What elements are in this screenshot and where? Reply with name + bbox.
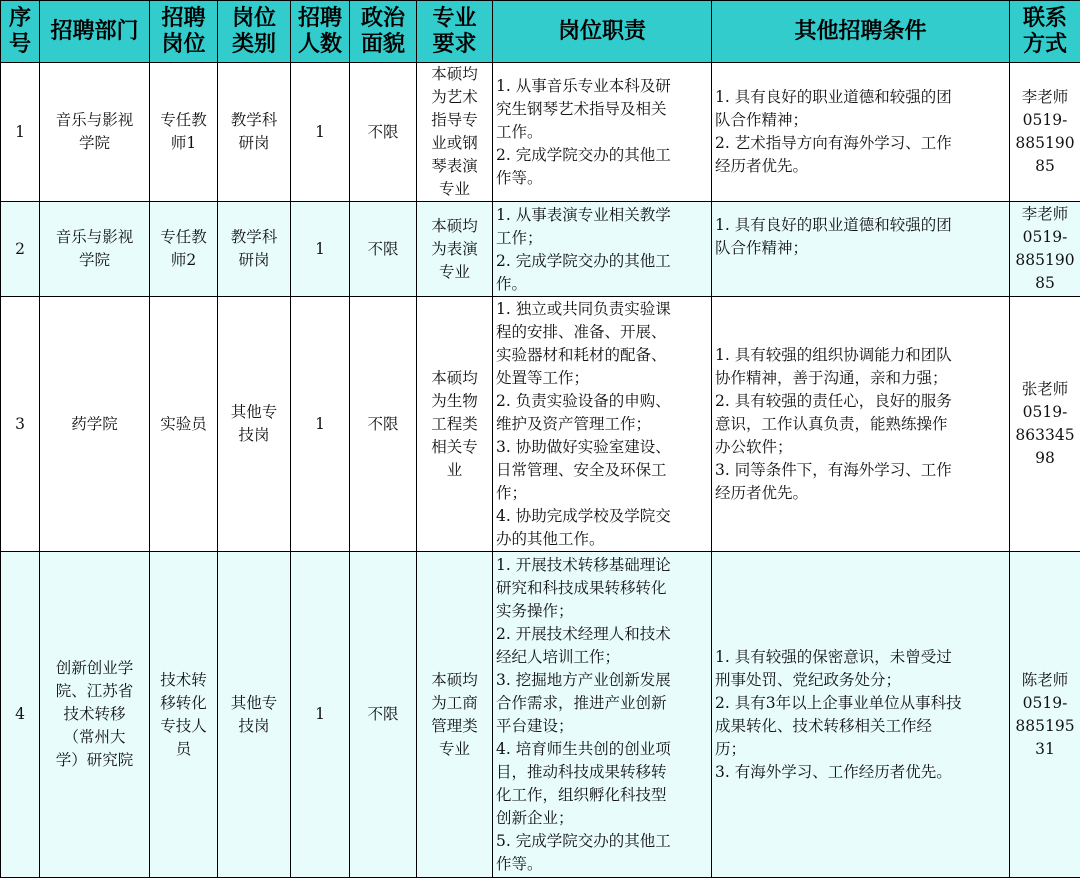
cell-line: 学院 bbox=[78, 134, 110, 152]
cell-line: 4. 协助完成学校及学院交 bbox=[496, 506, 671, 525]
cell-line: 师1 bbox=[170, 134, 197, 152]
cell-line: 技术转移 bbox=[63, 705, 126, 723]
cell-line: 平台建设； bbox=[496, 716, 574, 735]
cell-line: 2. 开展技术经理人和技术 bbox=[496, 624, 671, 643]
cell-politics: 不限 bbox=[350, 202, 417, 297]
cell-line: 李老师 bbox=[1021, 88, 1069, 106]
cell-line: 2. 完成学院交办的其他工 bbox=[496, 252, 671, 270]
cell-dept bbox=[40, 552, 150, 878]
cell-line: 作等。 bbox=[496, 854, 543, 873]
cell-line: 历； bbox=[715, 739, 747, 758]
cell-line: 药学院 bbox=[71, 414, 118, 433]
cell-duties bbox=[493, 552, 712, 878]
cell-line: 移转化 bbox=[160, 693, 207, 712]
cell-dept bbox=[40, 202, 150, 297]
cell-line: 经历者优先。 bbox=[715, 483, 809, 502]
cell-line: 0519- bbox=[1022, 403, 1068, 421]
cell-major bbox=[417, 202, 493, 297]
cell-seq: 1 bbox=[1, 63, 40, 202]
cell-line: 技岗 bbox=[238, 716, 270, 735]
cell-line: 专业 bbox=[432, 5, 477, 31]
cell-line: 序 bbox=[8, 5, 31, 31]
table-row bbox=[1, 202, 1080, 297]
cell-politics: 不限 bbox=[350, 63, 417, 202]
cell-line: 2. 完成学院交办的其他工 bbox=[496, 145, 671, 164]
cell-line: 陈老师 bbox=[1021, 670, 1069, 689]
cell-line: 招聘部门 bbox=[50, 18, 139, 44]
cell-line: 维护及资产管理工作； bbox=[496, 414, 652, 433]
cell-line: 为艺术 bbox=[431, 88, 478, 106]
cell-conditions bbox=[712, 202, 1010, 297]
cell-line: 实验员 bbox=[160, 414, 207, 433]
cell-line: 1. 具有良好的职业道德和较强的团 bbox=[715, 216, 952, 234]
cell-line: 创新创业学 bbox=[55, 659, 134, 677]
cell-line: 音乐与影视 bbox=[55, 111, 134, 129]
cell-line: 岗位职责 bbox=[557, 18, 646, 44]
cell-line: 方式 bbox=[1022, 31, 1067, 57]
cell-line: 为生物 bbox=[431, 391, 478, 410]
cell-major bbox=[417, 552, 493, 878]
cell-line: 85 bbox=[1035, 274, 1055, 292]
cell-duties bbox=[493, 202, 712, 297]
cell-line: 协作精神，善于沟通，亲和力强； bbox=[715, 368, 948, 387]
cell-seq: 2 bbox=[1, 202, 40, 297]
cell-line: 3. 协助做好实验室建设、 bbox=[496, 437, 671, 456]
cell-major bbox=[417, 63, 493, 202]
cell-politics: 不限 bbox=[350, 552, 417, 878]
cell-line: 李老师 bbox=[1021, 205, 1069, 223]
header-major bbox=[417, 1, 493, 63]
cell-line: （常州大 bbox=[63, 728, 126, 746]
table-row bbox=[1, 552, 1080, 878]
cell-line: 其他专 bbox=[230, 693, 278, 712]
cell-line: 本硕均 bbox=[431, 65, 478, 83]
cell-line: 联系 bbox=[1022, 5, 1067, 31]
cell-line: 成果转化、技术转移相关工作经 bbox=[715, 716, 933, 735]
cell-line: 学）研究院 bbox=[55, 751, 134, 769]
cell-line: 业 bbox=[446, 460, 463, 479]
cell-line: 究生钢琴艺术指导及相关 bbox=[496, 99, 667, 118]
cell-line: 本硕均 bbox=[431, 216, 478, 235]
cell-line: 程的安排、准备、开展、 bbox=[496, 322, 667, 341]
header-position bbox=[150, 1, 218, 63]
cell-line: 专技人 bbox=[160, 716, 207, 735]
cell-line: 教学科 bbox=[230, 111, 278, 129]
cell-position bbox=[150, 552, 218, 878]
header-dept bbox=[40, 1, 150, 63]
cell-line: 1. 开展技术转移基础理论 bbox=[496, 555, 671, 574]
cell-line: 研岗 bbox=[238, 134, 270, 152]
cell-conditions bbox=[712, 552, 1010, 878]
cell-dept bbox=[40, 63, 150, 202]
cell-line: 工程类 bbox=[431, 414, 478, 433]
cell-line: 研究和科技成果转移转化 bbox=[496, 578, 667, 597]
cell-line: 经纪人培训工作； bbox=[496, 647, 621, 666]
cell-line: 885195 bbox=[1015, 716, 1075, 735]
cell-line: 作等。 bbox=[496, 168, 543, 187]
cell-position bbox=[150, 63, 218, 202]
cell-line: 招聘 bbox=[161, 5, 206, 31]
cell-line: 技岗 bbox=[238, 426, 270, 444]
cell-line: 1. 具有良好的职业道德和较强的团 bbox=[715, 88, 952, 106]
cell-line: 目，推动科技成果转移转 bbox=[496, 762, 667, 781]
cell-line: 1. 从事表演专业相关教学 bbox=[496, 206, 671, 224]
cell-line: 0519- bbox=[1022, 228, 1068, 246]
cell-line: 本硕均 bbox=[431, 368, 478, 387]
table-row bbox=[1, 297, 1080, 552]
cell-line: 作。 bbox=[496, 275, 528, 293]
cell-line: 1. 具有较强的保密意识，未曾受过 bbox=[715, 647, 952, 666]
cell-line: 4. 培育师生共创的创业项 bbox=[496, 739, 671, 758]
cell-line: 专任教 bbox=[160, 111, 207, 129]
cell-line: 岗位 bbox=[161, 31, 206, 57]
cell-line: 面貌 bbox=[360, 31, 405, 57]
header-duties bbox=[493, 1, 712, 63]
cell-line: 院、江苏省 bbox=[55, 682, 134, 700]
cell-dept bbox=[40, 297, 150, 552]
cell-line: 为表演 bbox=[431, 239, 478, 258]
cell-position bbox=[150, 202, 218, 297]
cell-line: 师2 bbox=[170, 251, 197, 269]
cell-line: 队合作精神； bbox=[715, 111, 809, 129]
cell-line: 专业 bbox=[438, 180, 470, 198]
cell-contact bbox=[1010, 297, 1080, 552]
cell-line: 处置等工作； bbox=[496, 368, 590, 387]
cell-category bbox=[218, 552, 291, 878]
cell-count: 1 bbox=[291, 202, 350, 297]
cell-line: 日常管理、安全及环保工 bbox=[496, 460, 667, 479]
cell-line: 刑事处罚、党纪政务处分； bbox=[715, 670, 902, 689]
cell-line: 队合作精神； bbox=[715, 239, 809, 257]
cell-line: 教学科 bbox=[230, 228, 278, 246]
cell-seq: 4 bbox=[1, 552, 40, 878]
cell-conditions bbox=[712, 297, 1010, 552]
cell-line: 863345 bbox=[1015, 426, 1075, 444]
cell-line: 政治 bbox=[360, 5, 405, 31]
cell-line: 2. 具有较强的责任心，良好的服务 bbox=[715, 391, 952, 410]
cell-line: 0519- bbox=[1022, 111, 1068, 129]
cell-line: 其他专 bbox=[230, 403, 278, 421]
cell-count: 1 bbox=[291, 552, 350, 878]
cell-category bbox=[218, 297, 291, 552]
cell-conditions bbox=[712, 63, 1010, 202]
cell-line: 合作需求，推进产业创新 bbox=[496, 693, 667, 712]
cell-duties bbox=[493, 63, 712, 202]
header-conditions bbox=[712, 1, 1010, 63]
cell-line: 885190 bbox=[1015, 134, 1075, 152]
cell-line: 0519- bbox=[1022, 693, 1068, 712]
cell-line: 类别 bbox=[231, 31, 276, 57]
cell-line: 办的其他工作。 bbox=[496, 529, 605, 548]
cell-line: 98 bbox=[1035, 449, 1055, 467]
cell-line: 音乐与影视 bbox=[55, 228, 134, 246]
cell-line: 2. 负责实验设备的申购、 bbox=[496, 391, 671, 410]
cell-politics: 不限 bbox=[350, 297, 417, 552]
cell-line: 要求 bbox=[432, 31, 477, 57]
cell-line: 31 bbox=[1035, 739, 1055, 758]
cell-line: 经历者优先。 bbox=[715, 157, 809, 175]
cell-line: 885190 bbox=[1015, 251, 1075, 269]
cell-line: 研岗 bbox=[238, 251, 270, 269]
cell-line: 办公软件； bbox=[715, 437, 793, 456]
cell-line: 创新企业； bbox=[496, 808, 574, 827]
cell-line: 招聘 bbox=[297, 5, 342, 31]
cell-line: 85 bbox=[1035, 157, 1055, 175]
cell-line: 作； bbox=[496, 483, 528, 502]
cell-line: 专业 bbox=[438, 262, 470, 281]
cell-line: 其他招聘条件 bbox=[794, 18, 927, 44]
cell-contact bbox=[1010, 552, 1080, 878]
cell-line: 3. 挖掘地方产业创新发展 bbox=[496, 670, 671, 689]
cell-line: 本硕均 bbox=[431, 670, 478, 689]
cell-line: 2. 具有3年以上企事业单位从事科技 bbox=[715, 693, 962, 712]
cell-category bbox=[218, 202, 291, 297]
cell-line: 员 bbox=[175, 739, 192, 758]
cell-line: 技术转 bbox=[160, 670, 207, 689]
cell-seq: 3 bbox=[1, 297, 40, 552]
cell-line: 号 bbox=[8, 31, 31, 57]
cell-line: 岗位 bbox=[231, 5, 276, 31]
cell-count: 1 bbox=[291, 63, 350, 202]
cell-line: 实务操作； bbox=[496, 601, 574, 620]
header-contact bbox=[1010, 1, 1080, 63]
cell-line: 工作。 bbox=[496, 122, 543, 141]
cell-line: 实验器材和耗材的配备、 bbox=[496, 345, 667, 364]
cell-line: 3. 同等条件下，有海外学习、工作 bbox=[715, 460, 952, 479]
cell-contact bbox=[1010, 202, 1080, 297]
cell-line: 琴表演 bbox=[431, 157, 478, 175]
cell-line: 管理类 bbox=[431, 716, 478, 735]
cell-line: 1. 独立或共同负责实验课 bbox=[496, 299, 671, 318]
cell-line: 2. 艺术指导方向有海外学习、工作 bbox=[715, 134, 952, 152]
header-category bbox=[218, 1, 291, 63]
cell-line: 业或钢 bbox=[431, 134, 478, 152]
cell-major bbox=[417, 297, 493, 552]
cell-line: 为工商 bbox=[431, 693, 478, 712]
cell-line: 5. 完成学院交办的其他工 bbox=[496, 831, 671, 850]
cell-line: 1. 具有较强的组织协调能力和团队 bbox=[715, 345, 952, 364]
cell-line: 人数 bbox=[297, 31, 342, 57]
cell-line: 专业 bbox=[438, 739, 470, 758]
cell-count: 1 bbox=[291, 297, 350, 552]
cell-line: 相关专 bbox=[431, 437, 478, 456]
cell-line: 化工作，组织孵化科技型 bbox=[496, 785, 667, 804]
cell-duties bbox=[493, 297, 712, 552]
cell-line: 工作； bbox=[496, 229, 543, 247]
cell-line: 学院 bbox=[78, 251, 110, 269]
cell-line: 专任教 bbox=[160, 228, 207, 246]
header-politics bbox=[350, 1, 417, 63]
cell-category bbox=[218, 63, 291, 202]
header-seq bbox=[1, 1, 40, 63]
cell-line: 指导专 bbox=[431, 111, 478, 129]
cell-position bbox=[150, 297, 218, 552]
header-row bbox=[1, 1, 1080, 63]
cell-contact bbox=[1010, 63, 1080, 202]
cell-line: 意识，工作认真负责，能熟练操作 bbox=[715, 414, 948, 433]
header-count bbox=[291, 1, 350, 63]
cell-line: 1. 从事音乐专业本科及研 bbox=[496, 76, 671, 95]
cell-line: 3. 有海外学习、工作经历者优先。 bbox=[715, 762, 952, 781]
table-row bbox=[1, 63, 1080, 202]
cell-line: 张老师 bbox=[1021, 380, 1069, 398]
